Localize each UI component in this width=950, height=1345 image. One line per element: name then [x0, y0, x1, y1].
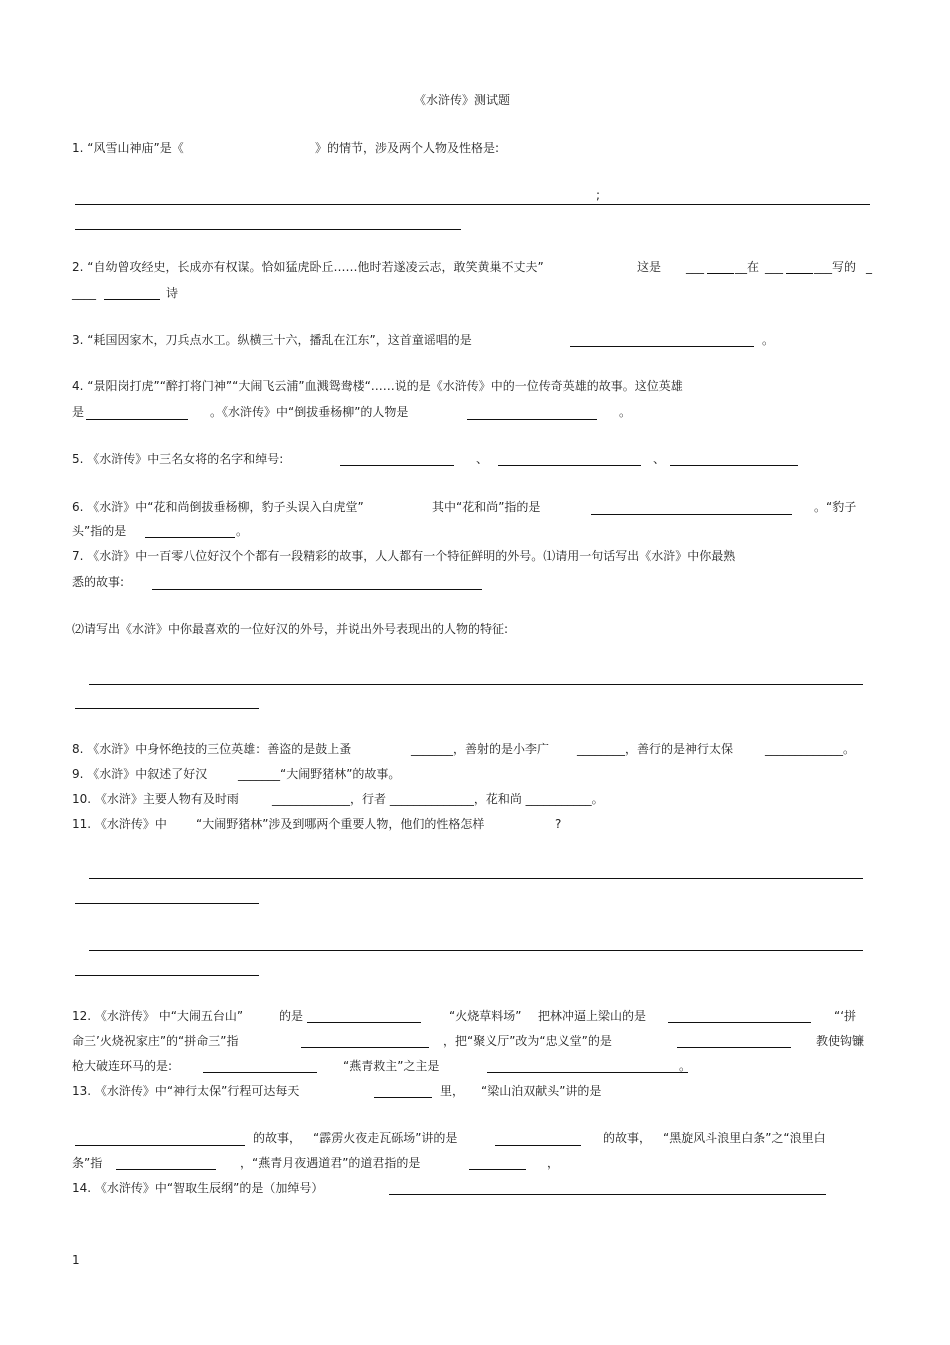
question-8-text-a: 8. 《水浒》中身怀绝技的三位英雄：善盗的是鼓上蚤: [72, 742, 352, 756]
question-6-text-d: 头”指的是: [72, 524, 127, 538]
question-6-text-a: 6. 《水浒》中“花和尚倒拔垂杨柳，豹子头误入白虎堂”: [72, 500, 364, 514]
question-13-text-b: 里，: [440, 1084, 465, 1098]
question-13-text-g: “黑旋风斗浪里白条”之“浪里白: [663, 1131, 826, 1145]
question-6-text-c: 。“豹子: [814, 500, 857, 514]
question-11-text-a: 11. 《水浒传》中: [72, 817, 167, 831]
answer-line[interactable]: [495, 1145, 581, 1146]
question-12-text-d: 把林冲逼上梁山的是: [538, 1009, 647, 1023]
question-2-text-b: 这是: [637, 260, 662, 274]
answer-line[interactable]: [75, 204, 870, 205]
answer-line[interactable]: [498, 465, 641, 466]
question-12-text-a: 12. 《水浒传》 中“大闹五台山”: [72, 1009, 244, 1023]
answer-line[interactable]: [75, 975, 259, 976]
answer-line[interactable]: [75, 1145, 245, 1146]
question-12-text-j: “燕青救主”之主是: [343, 1059, 440, 1073]
answer-line[interactable]: [89, 950, 863, 951]
question-11-text-c: ?: [555, 817, 562, 831]
answer-line[interactable]: [152, 589, 482, 590]
question-4-text-c: 。《水浒传》中“倒拔垂杨柳”的人物是: [210, 405, 409, 419]
question-7-text-c: ⑵请写出《水浒》中你最喜欢的一位好汉的外号，并说出外号表现出的人物的特征:: [72, 622, 509, 636]
question-2-text-h: ____: [72, 286, 96, 300]
question-5-separator-1: 、: [476, 452, 489, 466]
question-2-text-d: __在: [735, 260, 760, 274]
question-6-text-b: 其中“花和尚”指的是: [432, 500, 541, 514]
question-11-text-b: “大闹野猪林”涉及到哪两个重要人物，他们的性格怎样: [196, 817, 485, 831]
answer-line[interactable]: [591, 514, 792, 515]
answer-line[interactable]: [487, 1072, 688, 1073]
answer-line[interactable]: [75, 903, 259, 904]
question-12-text-g: ，把“聚义厅”改为“忠义堂”的是: [443, 1034, 612, 1048]
answer-line[interactable]: [301, 1047, 429, 1048]
question-3-text-a: 3. “耗国因家木，刀兵点水工。纵横三十六，播乱在江东”，这首童谣唱的是: [72, 333, 472, 347]
question-1-text-b: 》的情节，涉及两个人物及性格是:: [315, 141, 500, 155]
answer-line[interactable]: [75, 229, 461, 230]
answer-line[interactable]: [677, 1047, 791, 1048]
question-10-text-a: 10. 《水浒》主要人物有及时雨: [72, 792, 239, 806]
answer-line[interactable]: [467, 419, 597, 420]
question-12-text-k: 。: [679, 1059, 692, 1073]
answer-line[interactable]: [86, 419, 188, 420]
answer-line[interactable]: [89, 684, 863, 685]
question-13-text-h: 条”指: [72, 1156, 103, 1170]
question-1-semicolon: ;: [596, 188, 601, 202]
answer-line[interactable]: [203, 1072, 317, 1073]
question-6-text-e: 。: [236, 524, 249, 538]
question-12-text-h: 教使钩镰: [816, 1034, 865, 1048]
answer-line[interactable]: [374, 1097, 432, 1098]
answer-line[interactable]: [307, 1022, 421, 1023]
answer-line[interactable]: [75, 708, 259, 709]
question-13-text-c: “梁山泊双献头”讲的是: [481, 1084, 602, 1098]
question-13-text-f: 的故事，: [603, 1131, 652, 1145]
question-2-text-a: 2. “自幼曾攻经史，长成亦有权谋。恰如猛虎卧丘……他时若遂凌云志，敢笑黄巢不丈夫”: [72, 260, 544, 274]
question-12-text-c: “火烧草料场”: [449, 1009, 522, 1023]
question-2-blank-1[interactable]: ___: [686, 260, 704, 274]
answer-line[interactable]: [670, 465, 798, 466]
question-9-text-a: 9. 《水浒》中叙述了好汉: [72, 767, 208, 781]
answer-line[interactable]: [389, 1194, 826, 1195]
question-12-text-e: “‘拼: [834, 1009, 857, 1023]
question-7-text-b: 悉的故事:: [72, 575, 125, 589]
question-10-text-b: _____________，行者 ______________，花和尚 ___________。: [272, 792, 604, 806]
page-number: 1: [72, 1253, 80, 1267]
question-2-text-i: 诗: [166, 286, 179, 300]
question-5-text-a: 5. 《水浒传》中三名女将的名字和绰号:: [72, 452, 284, 466]
question-5-separator-2: 、: [653, 452, 666, 466]
question-2-text-g: _: [866, 260, 872, 274]
question-13-text-i: ，“燕青月夜遇道君”的道君指的是: [240, 1156, 421, 1170]
answer-line[interactable]: [786, 273, 813, 274]
answer-line[interactable]: [570, 346, 754, 347]
question-3-text-b: 。: [762, 333, 775, 347]
question-8-text-d: _____________。: [765, 742, 856, 756]
question-8-text-b: _______，善射的是小李广: [411, 742, 550, 756]
answer-line[interactable]: [89, 878, 863, 879]
question-13-text-e: “霹雳火夜走瓦砾场”讲的是: [313, 1131, 458, 1145]
question-4-text-b: 是: [72, 405, 85, 419]
question-1-text-a: 1. “风雪山神庙”是《: [72, 141, 184, 155]
question-12-text-b: 的是: [279, 1009, 304, 1023]
question-2-text-f: ___写的: [814, 260, 857, 274]
question-13-text-a: 13. 《水浒传》中“神行太保”行程可达每天: [72, 1084, 300, 1098]
question-9-text-b: _______“大闹野猪林”的故事。: [238, 767, 401, 781]
question-8-text-c: ________，善行的是神行太保: [577, 742, 734, 756]
question-12-text-f: 命三’火烧祝家庄”的“拼命三”指: [72, 1034, 239, 1048]
answer-line[interactable]: [116, 1169, 216, 1170]
answer-line[interactable]: [145, 537, 235, 538]
answer-line[interactable]: [104, 299, 160, 300]
question-4-text-d: 。: [619, 405, 632, 419]
question-4-text-a: 4. “景阳岗打虎”“醉打将门神”“大闹飞云浦”血溅鸳鸯楼“……说的是《水浒传》中的一位传奇英雄的故事。这位英雄: [72, 379, 683, 393]
page-title: 《水浒传》测试题: [414, 93, 511, 107]
question-13-text-d: 的故事，: [253, 1131, 302, 1145]
question-12-text-i: 枪大破连环马的是:: [72, 1059, 173, 1073]
question-13-text-j: ，: [547, 1156, 560, 1170]
answer-line[interactable]: [707, 273, 734, 274]
question-2-blank-2[interactable]: ___: [765, 260, 783, 274]
answer-line[interactable]: [668, 1022, 811, 1023]
answer-line[interactable]: [469, 1169, 526, 1170]
question-14-text-a: 14. 《水浒传》中“智取生辰纲”的是（加绰号）: [72, 1181, 324, 1195]
answer-line[interactable]: [340, 465, 454, 466]
question-7-text-a: 7. 《水浒》中一百零八位好汉个个都有一段精彩的故事，人人都有一个特征鲜明的外号。⑴请用一句话写出《水浒》中你最熟: [72, 549, 736, 563]
